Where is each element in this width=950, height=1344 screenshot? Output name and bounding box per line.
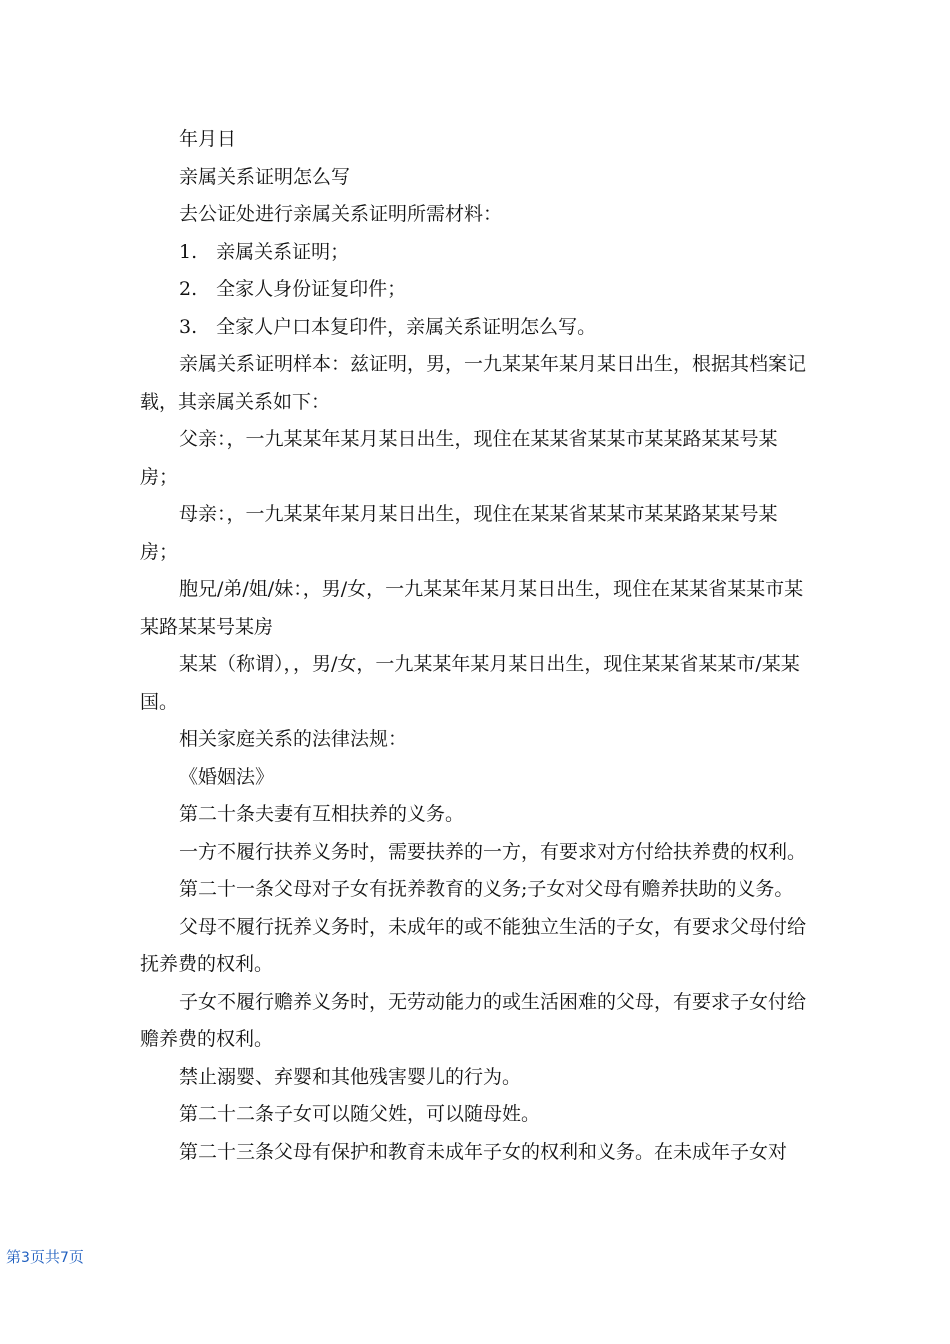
- paragraph-article-22: 第二十二条子女可以随父姓，可以随母姓。: [179, 1103, 541, 1125]
- list-item-3: 3. 全家人户口本复印件，亲属关系证明怎么写。: [179, 315, 597, 338]
- paragraph-article-23: 第二十三条父母有保护和教育未成年子女的权利和义务。在未成年子女对: [179, 1140, 788, 1163]
- paragraph-article-21: 第二十一条父母对子女有抚养教育的义务;子女对父母有赡养扶助的义务。: [179, 878, 794, 900]
- footer-current-page: 3: [21, 1250, 30, 1266]
- paragraph-father: 父亲：，一九某某年某月某日出生，现住在某某省某某市某某路某某号某房；: [140, 428, 778, 488]
- paragraph-mother: 母亲：，一九某某年某月某日出生，现住在某某省某某市某某路某某号某房；: [140, 503, 778, 563]
- footer-total-pages: 7: [59, 1250, 69, 1266]
- paragraph-date: 年月日: [179, 128, 237, 150]
- paragraph-materials-intro: 去公证处进行亲属关系证明所需材料：: [179, 203, 503, 225]
- paragraph-heading: 亲属关系证明怎么写: [179, 165, 351, 188]
- paragraph-siblings: 胞兄/弟/姐/妹：，男/女，一九某某年某月某日出生，现住在某某省某某市某某路某某号某房: [140, 578, 804, 638]
- paragraph-article-21-detail-a: 父母不履行抚养义务时，未成年的或不能独立生活的子女，有要求父母付给抚养费的权利。: [140, 915, 807, 975]
- list-item-2: 2. 全家人身份证复印件；: [179, 278, 407, 300]
- paragraph-sample: 亲属关系证明样本：兹证明，男，一九某某年某月某日出生，根据其档案记载，其亲属关系如下：: [140, 353, 807, 413]
- list-item-1: 1. 亲属关系证明；: [179, 240, 350, 263]
- footer-suffix: 页: [68, 1248, 84, 1266]
- paragraph-laws-intro: 相关家庭关系的法律法规：: [179, 728, 408, 750]
- paragraph-other-relative: 某某（称谓），，男/女，一九某某年某月某日出生，现住某某省某某市/某某国。: [140, 653, 800, 713]
- paragraph-article-21-detail-b: 子女不履行赡养义务时，无劳动能力的或生活困难的父母，有要求子女付给赡养费的权利。: [140, 990, 807, 1050]
- paragraph-article-20: 第二十条夫妻有互相扶养的义务。: [179, 803, 465, 825]
- paragraph-article-21-detail-c: 禁止溺婴、弃婴和其他残害婴儿的行为。: [179, 1065, 522, 1088]
- footer-middle: 页共: [29, 1248, 60, 1266]
- footer-prefix: 第: [6, 1248, 22, 1266]
- paragraph-article-20-detail: 一方不履行扶养义务时，需要扶养的一方，有要求对方付给扶养费的权利。: [179, 840, 807, 863]
- document-body: [140, 121, 812, 1171]
- paragraph-law-title: 《婚姻法》: [179, 765, 275, 788]
- page-number-footer: [6, 1246, 84, 1267]
